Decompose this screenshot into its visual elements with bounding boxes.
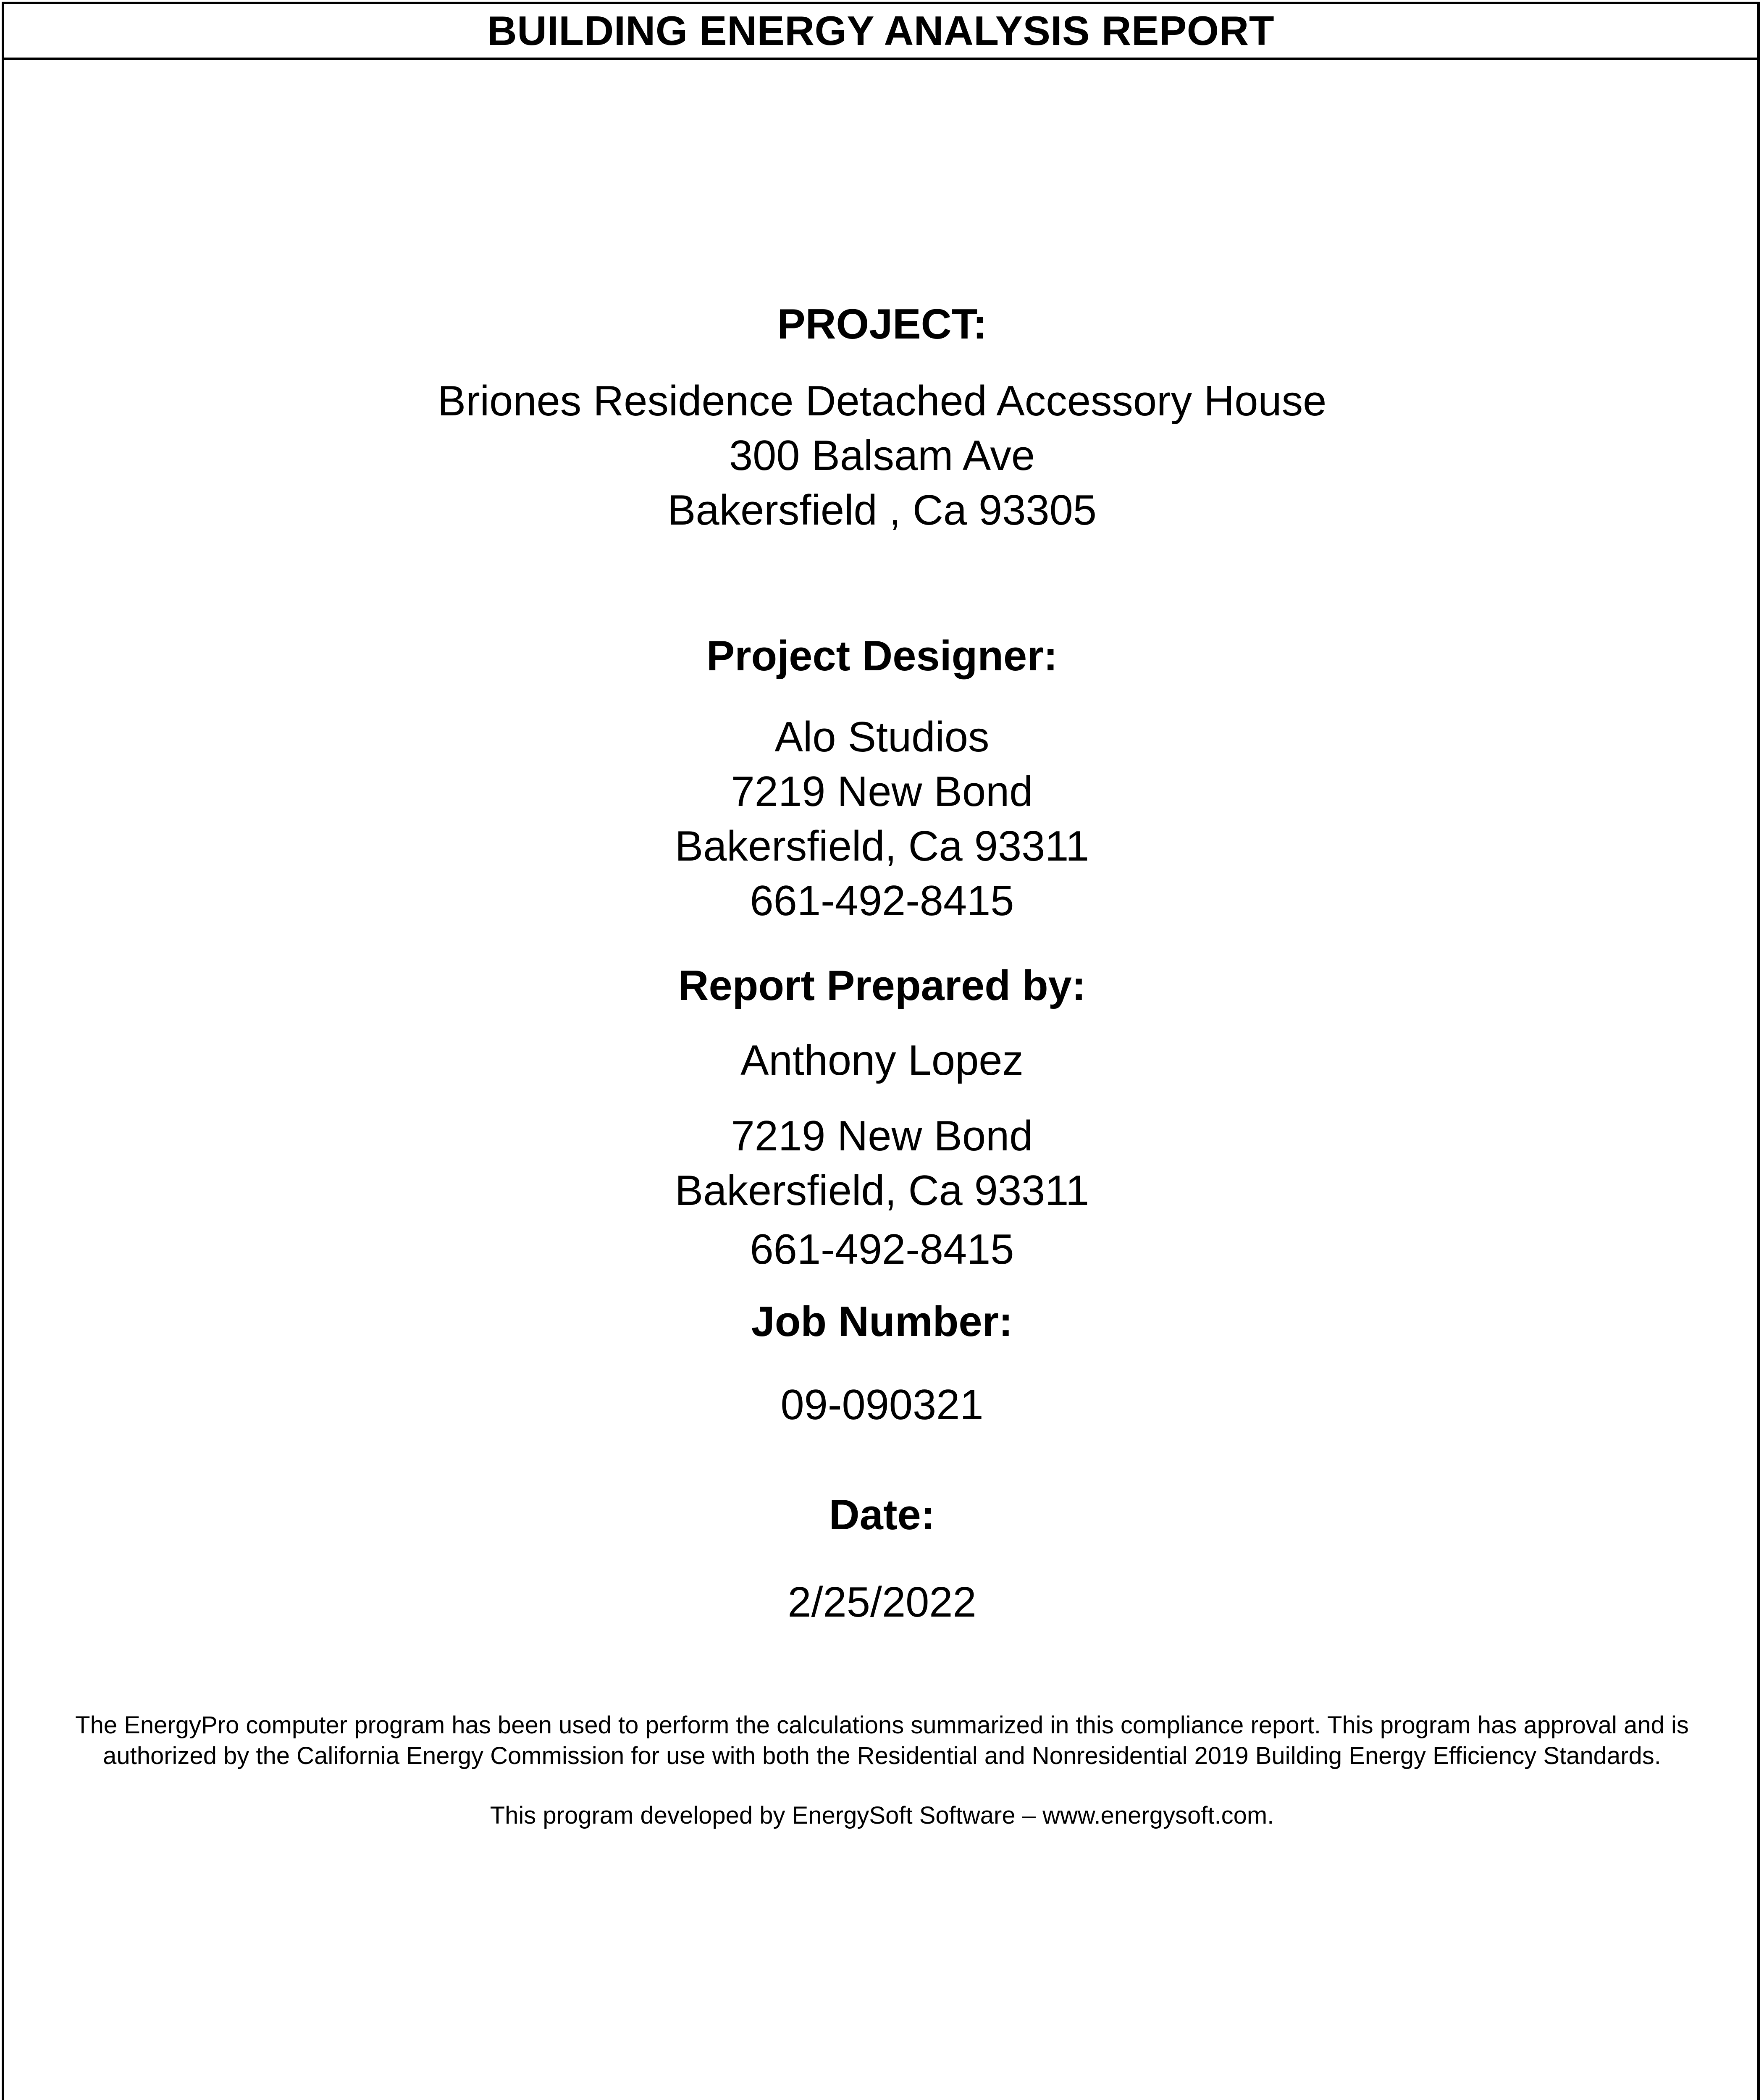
designer-address-line1: 7219 New Bond	[731, 768, 1033, 815]
preparer-address-line2: Bakersfield, Ca 93311	[675, 1167, 1089, 1214]
disclaimer-line1: The EnergyPro computer program has been used to perform the calculations summarized in this compliance report. This program has approval and is	[75, 1712, 1689, 1739]
job-number-value: 09-090321	[780, 1381, 984, 1428]
date-heading: Date:	[829, 1491, 935, 1538]
project-heading: PROJECT:	[777, 301, 987, 348]
job-number-heading: Job Number:	[751, 1298, 1013, 1345]
disclaimer-line2: authorized by the California Energy Commission for use with both the Residential and Nonresidential 2019 Building Energy Efficiency Standards.	[103, 1742, 1661, 1769]
preparer-phone: 661-492-8415	[750, 1226, 1014, 1273]
project-address-line2: Bakersfield , Ca 93305	[667, 487, 1097, 534]
project-name: Briones Residence Detached Accessory House	[437, 378, 1327, 425]
preparer-heading: Report Prepared by:	[678, 962, 1086, 1009]
designer-heading: Project Designer:	[706, 633, 1058, 680]
date-value: 2/25/2022	[788, 1579, 976, 1626]
developer-note: This program developed by EnergySoft Software – www.energysoft.com.	[490, 1802, 1274, 1829]
designer-address-line2: Bakersfield, Ca 93311	[675, 823, 1089, 870]
report-title: BUILDING ENERGY ANALYSIS REPORT	[4, 4, 1757, 60]
designer-name: Alo Studios	[774, 714, 990, 761]
preparer-address-line1: 7219 New Bond	[731, 1113, 1033, 1160]
project-address-line1: 300 Balsam Ave	[729, 432, 1035, 479]
designer-phone: 661-492-8415	[750, 877, 1014, 924]
preparer-name: Anthony Lopez	[740, 1037, 1024, 1084]
